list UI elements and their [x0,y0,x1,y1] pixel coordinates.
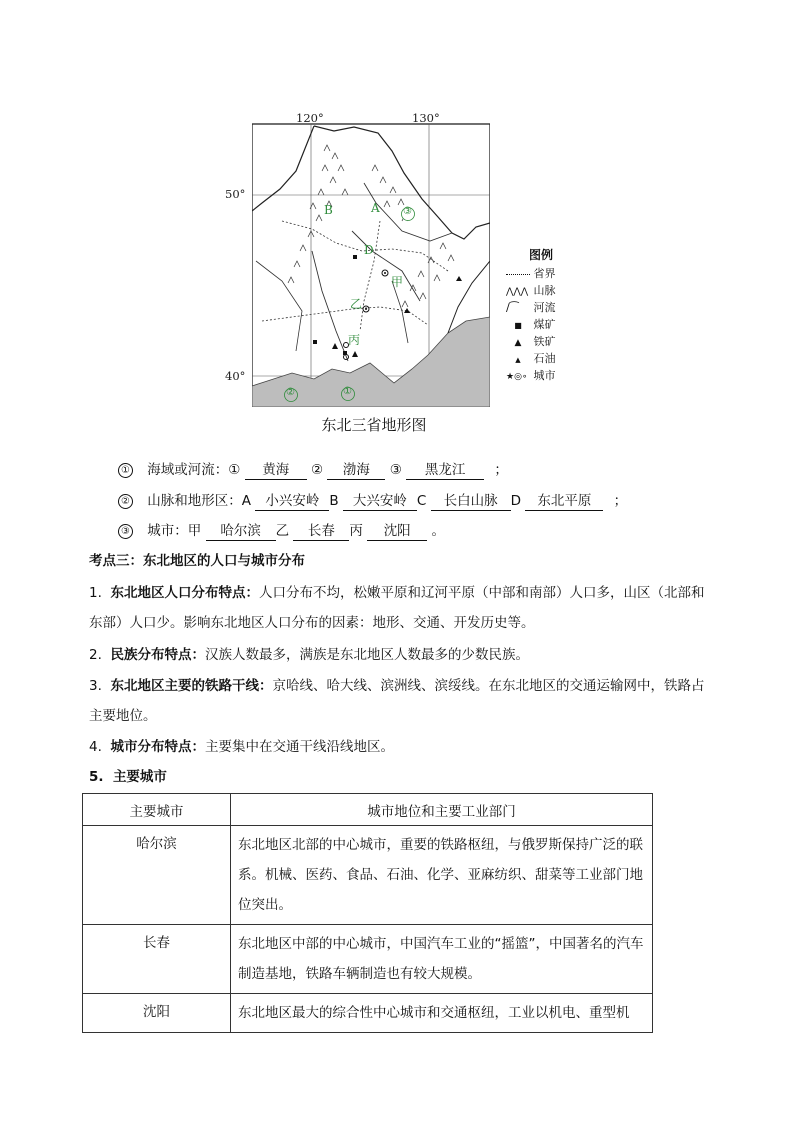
paragraph-1: 1. 东北地区人口分布特点：人口分布不均，松嫩平原和辽河平原（中部和南部）人口多，山区（北部和东部）人口少。影响东北地区人口分布的因素：地形、交通、开发历史等。 [89,585,705,631]
terrain-map-drawing [252,111,490,407]
paragraph-2: 2. 民族分布特点：汉族人数最多，满族是东北地区人数最多的少数民族。 [89,647,529,663]
answer-line-2: ② 山脉和地形区：A 小兴安岭 B 大兴安岭 C 长白山脉 D 东北平原 ； [118,489,627,511]
table-cell-city: 哈尔滨 [83,826,231,925]
northeast-map [225,111,556,407]
table-cell-desc: 东北地区最大的综合性中心城市和交通枢纽，工业以机电、重型机 [231,994,653,1033]
answer-blank: 黄海 [245,462,307,480]
lon-label: 130° [412,111,440,125]
paragraph-3: 3. 东北地区主要的铁路干线：京哈线、哈大线、滨洲线、滨绥线。在东北地区的交通运输网中，铁路占主要地位。 [89,678,705,724]
table-row [83,925,653,994]
map-legend [506,246,576,384]
legend-item: ⋀⋀⋀ 山脉 [506,284,556,297]
answer-line-3: ③ 城市：甲 哈尔滨 乙 长春 丙 沈阳 。 [118,519,445,541]
answer-blank: 哈尔滨 [206,523,276,541]
table-header-row [83,794,653,826]
city-table [82,793,653,1033]
answer-blank: 黑龙江 [406,462,484,480]
section-heading: 考点三：东北地区的人口与城市分布 [89,553,305,569]
table-row [83,994,653,1033]
table-cell-desc: 东北地区中部的中心城市，中国汽车工业的“摇篮”，中国著名的汽车制造基地，铁路车辆制造也有较大规模。 [231,925,653,994]
answer-blank: 沈阳 [367,523,427,541]
paragraph-4: 4. 城市分布特点：主要集中在交通干线沿线地区。 [89,739,394,755]
map-label-b: B [324,203,333,217]
answer-blank: 小兴安岭 [255,493,329,511]
legend-title: 图例 [528,248,553,262]
table-header: 城市地位和主要工业部门 [231,794,653,826]
answer-blank: 长春 [293,523,349,541]
square-icon: ■ [514,321,522,330]
lat-label: 40° [225,369,246,383]
map-label-d: D [364,243,374,257]
map-city-jia: 甲 [391,275,404,289]
table-cell-city: 长春 [83,925,231,994]
answer-blank: 长白山脉 [431,493,511,511]
legend-item: ▲ 石油 [506,350,576,367]
answer-blank: 东北平原 [525,493,603,511]
table-cell-city: 沈阳 [83,994,231,1033]
table-header: 主要城市 [83,794,231,826]
map-label-a: A [371,201,380,215]
map-city-bing: 丙 [348,333,361,347]
lat-label: 50° [225,187,246,201]
dotted-line-icon [506,274,530,275]
legend-item: ∕⁀ 河流 [506,301,556,314]
answer-blank: 渤海 [327,462,385,480]
city-icons: ★◎∘ [506,372,528,382]
legend-item: 省界 [506,265,576,282]
map-number-1: ① [343,386,352,397]
legend-item: ★◎∘ 城市 [506,369,556,382]
legend-item: ■ 煤矿 [506,316,576,333]
map-city-yi: 乙 [350,297,363,311]
mountain-icon: ⋀⋀⋀ [506,287,529,297]
legend-item: ▲ 铁矿 [506,333,576,350]
table-row [83,826,653,925]
answer-line-1: ① 海域或河流：① 黄海 ② 渤海 ③ 黑龙江 ； [118,458,508,480]
small-triangle-icon: ▲ [515,356,521,364]
map-caption: 东北三省地形图 [321,416,427,434]
table-cell-desc: 东北地区北部的中心城市，重要的铁路枢纽，与俄罗斯保持广泛的联系。机械、医药、食品、石油、化学、亚麻纺织、甜菜等工业部门地位突出。 [231,826,653,925]
triangle-icon: ▲ [514,338,522,348]
lon-label: 120° [296,111,324,125]
paragraph-5: 5. 主要城市 [89,769,167,785]
river-icon: ∕⁀ [506,301,519,314]
map-number-3: ③ [403,206,412,217]
answer-blank: 大兴安岭 [343,493,417,511]
map-number-2: ② [286,387,295,398]
